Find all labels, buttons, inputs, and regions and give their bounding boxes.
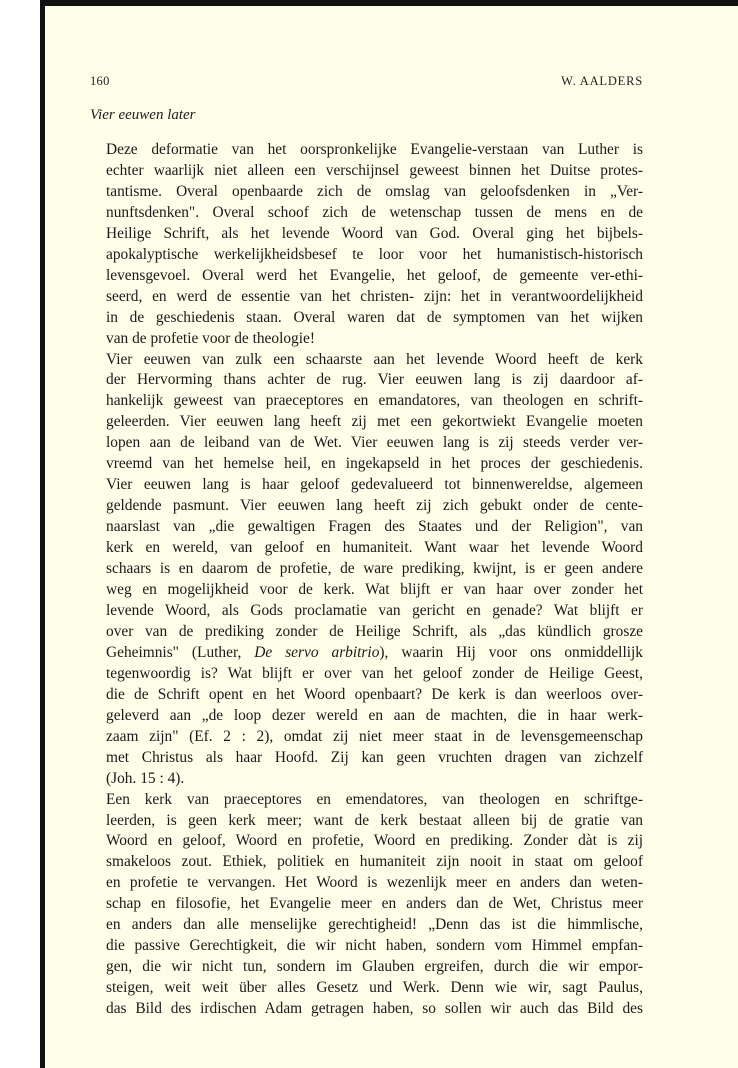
- text-line: schaars is en daarom de profetie, de ware prediking, kwijnt, is er geen andere: [106, 560, 643, 578]
- text-line: gen, die wir nicht tun, sondern im Glauben ergreifen, durch die wir empor-: [106, 958, 643, 976]
- text-line: weg en mogelijkheid voor de kerk. Wat blijft er van haar over zonder het: [106, 581, 643, 599]
- text-line: lopen aan de leiband van de Wet. Vier eeuwen lang is zij steeds verder ver-: [106, 434, 643, 452]
- text-line: Geheimnis" (Luther, De servo arbitrio), waarin Hij voor ons onmiddellijk: [106, 643, 643, 661]
- italic-title: De servo arbitrio: [254, 643, 380, 661]
- text-line: en profetie te vervangen. Het Woord is wezenlijk meer en anders dan weten-: [106, 874, 643, 892]
- text-line: over van de prediking zonder de Heilige Schrift, als „das kündlich grosze: [106, 622, 643, 640]
- paragraph: [90, 350, 643, 790]
- section-title: Vier eeuwen later: [90, 107, 196, 123]
- text-line: das Bild des irdischen Adam getragen haben, so sollen wir auch das Bild des: [106, 1000, 643, 1018]
- text-line: steigen, weit weit über alles Gesetz und Werk. Denn wie wir, sagt Paulus,: [106, 979, 643, 997]
- text-line: Vier eeuwen van zulk een schaarste aan het levende Woord heeft de kerk: [106, 350, 643, 368]
- text-line: en anders dan alle menselijke gerechtigheid! „Denn das ist die himmlische,: [106, 916, 643, 934]
- page-number: 160: [90, 74, 110, 88]
- text-line: tantisme. Overal openbaarde zich de omslag van geloofsdenken in „Ver-: [106, 182, 643, 200]
- text-line: leerden, is geen kerk meer; want de kerk bestaat alleen bij de gratie van: [106, 811, 643, 829]
- text-line: geldende pasmunt. Vier eeuwen lang heeft zij zich gebukt onder de cente-: [106, 497, 643, 515]
- text-line: apokalyptische werkelijkheidsbesef te loor voor het humanistisch-historisch: [106, 245, 643, 263]
- text-line: (Joh. 15 : 4).: [106, 769, 185, 787]
- text-line: geleerden. Vier eeuwen lang heeft zij met een gekortwiekt Evangelie moeten: [106, 413, 643, 431]
- text-line: levende Woord, als Gods proclamatie van gericht en genade? Wat blijft er: [106, 601, 643, 619]
- running-title: W. AALDERS: [561, 74, 643, 88]
- text-line: die passive Gerechtigkeit, die wir nicht haben, sondern vom Himmel empfan-: [106, 937, 643, 955]
- text-line: hankelijk geweest van praeceptores en emandatores, van theologen en schrift-: [106, 392, 643, 410]
- text-line: smakeloos zout. Ethiek, politiek en humaniteit zijn nooit in staat om geloof: [106, 853, 643, 871]
- text-line: Woord en geloof, Woord en profetie, Woord en prediking. Zonder dàt is zij: [106, 832, 643, 850]
- text-line: in de geschiedenis staan. Overal waren dat de symptomen van het wijken: [106, 308, 643, 326]
- body-text: [90, 140, 643, 1020]
- text-line: seerd, en werd de essentie van het christen- zijn: het in verantwoordelijkheid: [106, 287, 643, 305]
- text-line: naarslast van „die gewaltigen Fragen des Staates und der Religion", van: [106, 518, 643, 536]
- text-line: zaam zijn" (Ef. 2 : 2), omdat zij niet meer staat in de levensgemeenschap: [106, 727, 643, 745]
- paragraph: [90, 790, 643, 1020]
- text-line: kerk en wereld, van geloof en humaniteit. Want waar het levende Woord: [106, 539, 643, 557]
- text-line: echter waarlijk niet alleen een verschijnsel geweest binnen het Duitse protes-: [106, 161, 643, 179]
- text-line: met Christus als haar Hoofd. Zij kan geen vruchten dragen van zichzelf: [106, 748, 643, 766]
- text-line: Een kerk van praeceptores en emendatores, van theologen en schriftge-: [106, 790, 643, 808]
- text-line: tegenwoordig is? Wat blijft er over van het geloof zonder de Heilige Geest,: [106, 664, 643, 682]
- text-line: Heilige Schrift, als het levende Woord van God. Overal ging het bijbels-: [106, 224, 643, 242]
- text-line: geleverd aan „de loop dezer wereld en aan de machten, die in haar werk-: [106, 706, 643, 724]
- text-line: van de profetie voor de theologie!: [106, 329, 315, 347]
- text-line: schap en filosofie, het Evangelie meer en anders dan de Wet, Christus meer: [106, 895, 643, 913]
- text-line: die de Schrift opent en het Woord openbaart? De kerk is dan weerloos over-: [106, 685, 643, 703]
- text-line: Deze deformatie van het oorspronkelijke Evangelie-verstaan van Luther is: [106, 141, 643, 158]
- text-line: nunftsdenken". Overal schoof zich de wetenschap tussen de mens en de: [106, 203, 643, 221]
- text-line: der Hervorming thans achter de rug. Vier eeuwen lang is zij daardoor af-: [106, 371, 643, 389]
- text-line: vreemd van het hemelse heil, en ingekapseld in het proces der geschiedenis.: [106, 455, 643, 473]
- text-line: levensgevoel. Overal werd het Evangelie, het geloof, de gemeente ver-ethi-: [106, 266, 643, 284]
- paragraph: [90, 140, 643, 350]
- text-line: Vier eeuwen lang is haar geloof gedevalueerd tot binnenwereldse, algemeen: [106, 476, 643, 494]
